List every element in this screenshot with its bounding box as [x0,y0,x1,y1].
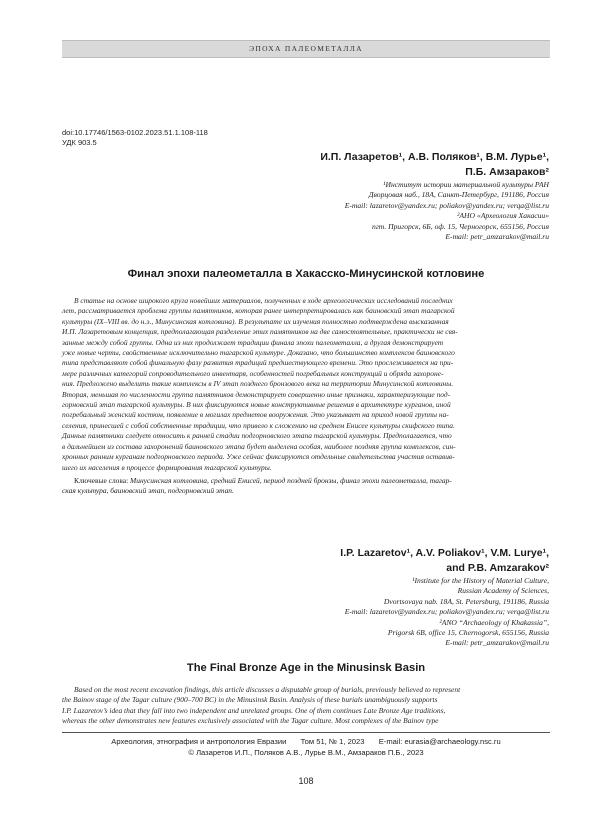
ru-abstract [62,296,550,473]
keywords-text: ская культура, баиновский этап, подгорновский этап. [62,486,234,496]
ru-abstract-line: в дальнейшем из состава захоронений баиновского этапа будет выделена особая, наиболее поздняя группа комплексов, син- [62,441,456,451]
ru-abstract-line: погребальный женский костюм, появление в могилах предметов вооружения. Это указывает на приход новой группы на- [62,410,449,420]
ru-abstract-line: типа представляют собой финальную фазу развития традиций предшествующего времени. Это прослеживается на при- [62,358,454,368]
ru-keywords [62,476,550,497]
en-abstract-line: I.P. Lazaretov’s idea that they fall into two independent and unrelated groups. One of them continues Late Bronze Age traditions, [62,705,446,715]
en-affiliation-line: E-mail: lazaretov@yandex.ru; poliakov@yandex.ru; verqa@list.ru [344,607,549,617]
keywords-label: Ключевые слова: [74,476,129,485]
ru-abstract-line: селения, принесшей с собой собственные традиции, что привело к сложению на среднем Енисее культуры скифского типа. [62,420,455,430]
en-abstract-line: whereas the other demonstrates new features exclusively associated with the Tagar culture. Most complexes of the Bainov type [62,716,439,726]
en-article-title: The Final Bronze Age in the Minusinsk Basin [186,662,426,674]
section-title: ЭПОХА ПАЛЕОМЕТАЛЛА [249,44,363,53]
journal-footer [62,737,550,746]
en-affiliation-line: Dvortsovaya nab. 18A, St. Petersburg, 191186, Russia [383,596,549,606]
en-authors-line2: and P.B. Amzarakov² [446,562,549,574]
journal-volume: Том 51, № 1, 2023 [300,737,365,746]
en-affiliation-line: Prigorsk 6B, office 15, Chernogorsk, 655156, Russia [387,628,549,638]
ru-abstract-line: уже новые черты, свойственные исключительно тагарской культуре. Доказано, что большинство комплексов баиновского [62,348,455,358]
en-abstract-line: the Bainov stage of the Tagar culture (900–700 BC) in the Minusinsk Basin. Analysis of these burials unambiguously supports [62,695,438,705]
en-affiliation-line: ²ANO “Archaeology of Khakassia”, [439,617,549,627]
ru-abstract-line: горновский этап тагарской культуры. В них фиксируются новые конструктивные решения в архитектуре курганов, иной [62,400,451,410]
en-affiliation-line: E-mail: petr_amzarakov@mail.ru [445,638,549,648]
ru-abstract-line: Вторая, меньшая по численности группа памятников демонстрирует совершенно иные признаки, характеризующие под- [62,389,451,399]
ru-abstract-line: В статье на основе широкого круга новейших материалов, полученных в ходе археологических исследований последних [74,296,453,305]
ru-authors-line2: П.Б. Амзараков² [465,166,549,178]
en-abstract [62,685,550,727]
ru-article-title: Финал эпохи палеометалла в Хакасско-Минусинской котловине [127,268,485,280]
ru-abstract-line: лет, рассматривается проблема группы памятников, которая ранее интерпретировалась как баиновский этап тагарской [62,306,455,316]
keywords-text: Минусинская котловина, средний Енисей, период поздней бронзы, финал эпохи палеометалла, тагар- [130,476,452,485]
ru-abstract-line: мере различных категорий сопроводительного инвентаря, особенностей погребальных конструкций и обряда захороне- [62,368,444,378]
ru-authors-line1: И.П. Лазаретов¹, А.В. Поляков¹, В.М. Лурье¹, [320,151,549,163]
ru-affiliations [345,180,549,242]
ru-abstract-line: хронных ранним курганам подгорновского периода. Уже сейчас фиксируются отдельные свидетельства участия оставив- [62,452,455,462]
footer-rule [62,732,550,733]
en-affiliations [345,576,549,649]
ru-abstract-line: занные между собой группы. Одна из них продолжает традиции финала эпохи палеометалла, а другая демонстрирует [62,337,444,347]
ru-abstract-line: культуры (IX–VIII вв. до н.э., Минусинская котловина). В результате их изучения полностью подтверждена высказанная [62,316,449,326]
ru-abstract-line: И.П. Лазаретовым концепция, предполагающая разделение этих памятников на две самостоятельные, практически не свя- [62,327,458,337]
page-number: 108 [298,776,314,786]
copyright: © Лазаретов И.П., Поляков А.В., Лурье В.М., Амзараков П.Б., 2023 [188,748,424,757]
ru-authors [320,150,549,180]
en-affiliation-line: Russian Academy of Sciences, [457,586,549,596]
ru-affiliation-line: E-mail: lazaretov@yandex.ru; poliakov@yandex.ru; verqa@list.ru [344,200,549,210]
section-header-bar [62,40,550,58]
udk: УДК 903.5 [62,138,97,147]
journal-name: Археология, этнография и антропология Евразии [111,737,287,746]
en-affiliation-line: ¹Institute for the History of Material Culture, [412,576,549,585]
ru-affiliation-line: ²АНО «Археология Хакасии» [457,211,549,221]
ru-affiliation-line: ¹Институт истории материальной культуры РАН [383,180,549,189]
doi: doi:10.17746/1563-0102.2023.51.1.108-118 [62,128,208,137]
ru-affiliation-line: пгт. Пригорск, 6Б, оф. 15, Черногорск, 655156, Россия [372,221,549,231]
ru-abstract-line: шего их населения в процессе формирования тагарской культуры. [62,462,272,472]
ru-affiliation-line: Дворцовая наб., 18А, Санкт-Петербург, 191186, Россия [368,190,549,200]
ru-abstract-line: ния. Предложено выделить такие комплексы в IV этап позднего бронзового века на территории Минусинской котловины. [62,379,454,389]
en-abstract-line: Based on the most recent excavation findings, this article discusses a disputable group of burials, previously believed to represent [74,685,461,694]
ru-affiliation-line: E-mail: petr_amzarakov@mail.ru [445,232,549,242]
en-authors-line1: I.P. Lazaretov¹, A.V. Poliakov¹, V.M. Lurye¹, [340,547,549,559]
ru-abstract-line: Данные памятники следует относить к ранней стадии подгорновского этапа тагарской культуры. Предполагается, что [62,431,452,441]
journal-email: E-mail: eurasia@archaeology.nsc.ru [378,737,501,746]
en-authors [340,546,549,576]
